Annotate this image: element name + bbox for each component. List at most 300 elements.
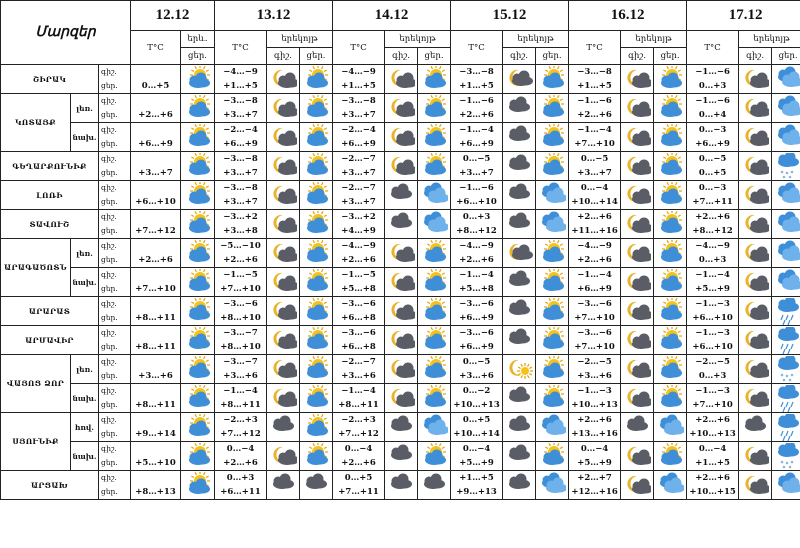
temperature-cell <box>215 413 267 442</box>
night-label: գիշ. <box>101 241 117 250</box>
dark-cloud-icon <box>503 297 536 326</box>
temp-night-value: 0…−4 <box>344 444 373 454</box>
day-label: ցեր. <box>101 168 118 177</box>
day-column-header: երև. <box>181 31 215 48</box>
day-label: ցեր. <box>101 284 118 293</box>
temp-night-value: 0…−5 <box>462 154 491 164</box>
moon-cloud-icon <box>739 268 772 297</box>
temperature-cell <box>215 268 267 297</box>
night-subheader: գիշ. <box>503 48 536 65</box>
temperature-cell <box>687 355 739 384</box>
blue-cloud-icon <box>654 471 687 500</box>
temperature-cell <box>687 297 739 326</box>
temp-night-value: 0…+3 <box>226 473 255 483</box>
dark-cloud-icon <box>503 123 536 152</box>
temp-day-value: +8…+10 <box>220 313 261 323</box>
temp-day-value: +3…+6 <box>577 371 612 381</box>
moon-cloud-icon <box>385 297 418 326</box>
sun-cloud-icon <box>181 384 215 413</box>
blue-cloud-icon <box>772 94 800 123</box>
region-name: ՇԻՐԱԿ <box>1 65 99 94</box>
sun-cloud-icon <box>181 471 215 500</box>
temperature-cell <box>687 210 739 239</box>
day-label: ցեր. <box>101 487 118 496</box>
sun-cloud-icon <box>418 239 451 268</box>
temp-night-value: −1…−4 <box>223 386 258 396</box>
temp-day-value: +2…+6 <box>341 255 376 265</box>
temp-night-value: −5…−10 <box>220 241 261 251</box>
snow-cloud-icon <box>772 152 800 181</box>
moon-cloud-icon <box>267 384 300 413</box>
temperature-cell <box>215 94 267 123</box>
temperature-cell <box>569 268 621 297</box>
row-period-labels <box>99 413 131 442</box>
day-label: ցեր. <box>101 342 118 351</box>
temp-night-empty <box>131 384 180 398</box>
temp-day-value: 0…+5 <box>141 81 170 91</box>
temp-day-value: +3…+7 <box>223 110 258 120</box>
table-row <box>1 123 800 152</box>
temp-day-value: +6…+9 <box>138 139 173 149</box>
temp-night-value: 0…−4 <box>226 444 255 454</box>
temp-night-empty <box>131 268 180 282</box>
temp-day-value: +8…+11 <box>220 400 261 410</box>
temperature-cell <box>569 123 621 152</box>
sun-cloud-icon <box>654 123 687 152</box>
moon-cloud-icon <box>739 442 772 471</box>
temp-night-empty <box>131 471 180 485</box>
sun-cloud-icon <box>536 384 569 413</box>
moon-cloud-icon <box>621 181 654 210</box>
temp-night-value: 0…−3 <box>698 183 727 193</box>
temp-day-value: +6…+11 <box>220 487 261 497</box>
temperature-cell <box>215 384 267 413</box>
sun-cloud-icon <box>654 152 687 181</box>
dark-cloud-icon <box>385 442 418 471</box>
row-period-labels <box>99 442 131 471</box>
temperature-cell <box>333 210 385 239</box>
temperature-cell <box>131 355 181 384</box>
row-period-labels <box>99 297 131 326</box>
temp-day-value: +7…+10 <box>220 284 261 294</box>
moon-cloud-icon <box>267 94 300 123</box>
temp-night-value: −1…−6 <box>459 183 494 193</box>
temp-day-value: +6…+9 <box>341 139 376 149</box>
sun-cloud-icon <box>181 239 215 268</box>
temperature-cell <box>687 94 739 123</box>
blue-cloud-icon <box>772 268 800 297</box>
temp-day-value: +7…+10 <box>574 342 615 352</box>
row-period-labels <box>99 471 131 500</box>
temp-night-value: −3…−8 <box>223 96 258 106</box>
day-label: ցեր. <box>101 400 118 409</box>
temp-night-empty <box>131 355 180 369</box>
night-label: գիշ. <box>101 270 117 279</box>
temp-night-value: −1…−6 <box>695 67 730 77</box>
temp-day-value: +1…+5 <box>695 458 730 468</box>
temp-day-value: +3…+7 <box>341 110 376 120</box>
table-row <box>1 384 800 413</box>
row-period-labels <box>99 384 131 413</box>
day-label: ցեր. <box>101 458 118 467</box>
region-subzone-label: նախ. <box>71 123 99 152</box>
sun-cloud-icon <box>654 94 687 123</box>
temp-night-value: −3…−6 <box>577 328 612 338</box>
temperature-cell <box>215 442 267 471</box>
temp-night-value: −1…−4 <box>577 270 612 280</box>
sun-cloud-icon <box>300 413 333 442</box>
moon-cloud-icon <box>739 152 772 181</box>
temperature-cell <box>215 65 267 94</box>
moon-cloud-icon <box>621 355 654 384</box>
sun-cloud-icon <box>300 152 333 181</box>
temperature-cell <box>215 471 267 500</box>
temperature-cell <box>333 152 385 181</box>
temp-night-value: −1…−3 <box>695 328 730 338</box>
table-row <box>1 413 800 442</box>
temp-night-value: −3…−8 <box>577 67 612 77</box>
table-row <box>1 471 800 500</box>
temp-day-value: +8…+10 <box>220 342 261 352</box>
temperature-cell <box>333 326 385 355</box>
temp-night-empty <box>131 123 180 137</box>
night-label: գիշ. <box>101 154 117 163</box>
temp-night-value: −2…−7 <box>341 183 376 193</box>
temp-night-value: −4…−9 <box>459 241 494 251</box>
temp-day-value: +6…+9 <box>459 313 494 323</box>
sun-cloud-icon <box>181 181 215 210</box>
temperature-cell <box>451 123 503 152</box>
sun-cloud-icon <box>181 297 215 326</box>
temp-night-value: 0…+5 <box>344 473 373 483</box>
blue-cloud-icon <box>772 181 800 210</box>
temp-day-value: +6…+10 <box>135 197 176 207</box>
dark-cloud-icon <box>503 210 536 239</box>
forecast-column-header: երեկոյթ <box>621 31 687 48</box>
forecast-column-header: երեկոյթ <box>503 31 569 48</box>
moon-cloud-icon <box>267 210 300 239</box>
sun-cloud-icon <box>300 384 333 413</box>
temperature-cell <box>215 181 267 210</box>
blue-cloud-icon <box>536 181 569 210</box>
temp-night-value: 0…−4 <box>462 444 491 454</box>
temp-night-value: −2…−5 <box>695 357 730 367</box>
sun-cloud-icon <box>536 326 569 355</box>
temperature-cell <box>569 181 621 210</box>
temperature-cell <box>569 94 621 123</box>
temp-day-value: 0…+3 <box>698 371 727 381</box>
temp-night-value: 0…−5 <box>698 154 727 164</box>
temp-column-header: T°C <box>569 31 621 65</box>
night-label: գիշ. <box>101 444 117 453</box>
temperature-cell <box>687 442 739 471</box>
table-row <box>1 239 800 268</box>
temp-night-value: −3…+2 <box>341 212 376 222</box>
temp-day-value: +7…+12 <box>135 226 176 236</box>
temperature-cell <box>569 355 621 384</box>
sun-cloud-icon <box>300 181 333 210</box>
temp-day-value: +10…+15 <box>689 487 736 497</box>
temp-day-value: +3…+7 <box>138 168 173 178</box>
temperature-cell <box>687 326 739 355</box>
blue-cloud-icon <box>536 210 569 239</box>
sun-cloud-icon <box>536 268 569 297</box>
moon-cloud-icon <box>739 326 772 355</box>
region-name: ԱՐՄԱՎԻՐ <box>1 326 99 355</box>
dark-cloud-icon <box>503 94 536 123</box>
day-subheader: ցեր. <box>772 48 800 65</box>
sun-cloud-icon <box>418 442 451 471</box>
temp-column-header: T°C <box>215 31 267 65</box>
forecast-column-header: երեկոյթ <box>385 31 451 48</box>
dark-cloud-icon <box>503 181 536 210</box>
day-label: ցեր. <box>101 313 118 322</box>
temp-day-value: +3…+7 <box>223 197 258 207</box>
table-row <box>1 442 800 471</box>
temperature-cell <box>215 239 267 268</box>
night-subheader: գիշ. <box>621 48 654 65</box>
temp-night-value: −4…−9 <box>341 241 376 251</box>
temp-night-value: −1…−3 <box>695 299 730 309</box>
temp-night-value: −3…−6 <box>341 328 376 338</box>
temperature-cell <box>451 326 503 355</box>
temp-night-empty <box>131 210 180 224</box>
temperature-cell <box>451 210 503 239</box>
sun-cloud-icon <box>654 268 687 297</box>
sun-cloud-icon <box>654 239 687 268</box>
sun-cloud-icon <box>181 210 215 239</box>
sun-cloud-icon <box>536 65 569 94</box>
night-label: գիշ. <box>101 473 117 482</box>
dark-cloud-icon <box>385 181 418 210</box>
date-header-5: 17.12 <box>687 1 800 31</box>
night-subheader: գիշ. <box>385 48 418 65</box>
temperature-cell <box>131 210 181 239</box>
moon-cloud-icon <box>385 239 418 268</box>
temp-day-value: +7…+10 <box>574 313 615 323</box>
blue-cloud-icon <box>772 123 800 152</box>
moon-cloud-icon <box>385 152 418 181</box>
temp-day-value: +8…+12 <box>692 226 733 236</box>
temp-day-value: +4…+9 <box>341 226 376 236</box>
moon-cloud-icon <box>739 123 772 152</box>
night-label: գիշ. <box>101 67 117 76</box>
rain-cloud-icon <box>772 326 800 355</box>
temperature-cell <box>333 181 385 210</box>
night-label: գիշ. <box>101 328 117 337</box>
sun-cloud-icon <box>418 355 451 384</box>
temp-day-value: +7…+11 <box>338 487 379 497</box>
sun-cloud-icon <box>181 442 215 471</box>
region-column-header: Մարզեր <box>1 1 131 65</box>
day-subheader: ցեր. <box>536 48 569 65</box>
sun-cloud-icon <box>536 152 569 181</box>
moon-cloud-icon <box>267 239 300 268</box>
row-period-labels <box>99 239 131 268</box>
temperature-cell <box>687 65 739 94</box>
moon-cloud-icon <box>267 268 300 297</box>
temperature-cell <box>131 413 181 442</box>
sun-cloud-icon <box>181 413 215 442</box>
snow-cloud-icon <box>772 442 800 471</box>
temperature-cell <box>131 65 181 94</box>
temp-day-value: +6…+10 <box>692 313 733 323</box>
sun-cloud-icon <box>654 355 687 384</box>
sun-cloud-icon <box>654 65 687 94</box>
row-period-labels <box>99 268 131 297</box>
temp-day-value: +3…+6 <box>341 371 376 381</box>
temp-day-value: +6…+8 <box>341 313 376 323</box>
moon-cloud-icon <box>621 152 654 181</box>
temp-night-value: −3…−6 <box>459 299 494 309</box>
temp-night-value: −4…−9 <box>695 241 730 251</box>
temp-day-value: +6…+10 <box>456 197 497 207</box>
moon-cloud-icon <box>621 94 654 123</box>
temp-day-value: +7…+12 <box>220 429 261 439</box>
temp-day-value: 0…+3 <box>698 255 727 265</box>
dark-cloud-icon <box>503 413 536 442</box>
sun-cloud-icon <box>654 326 687 355</box>
moon-cloud-icon <box>621 471 654 500</box>
moon-cloud-icon <box>739 65 772 94</box>
temperature-cell <box>215 210 267 239</box>
moon-cloud-icon <box>267 355 300 384</box>
temp-day-value: +5…+8 <box>459 284 494 294</box>
snow-cloud-icon <box>772 355 800 384</box>
row-period-labels <box>99 326 131 355</box>
temperature-cell <box>569 471 621 500</box>
temp-day-value: +7…+10 <box>574 139 615 149</box>
temperature-cell <box>333 297 385 326</box>
temp-night-value: −2…−7 <box>341 154 376 164</box>
moon-cloud-icon <box>385 355 418 384</box>
temp-night-value: 0…−4 <box>698 444 727 454</box>
row-period-labels <box>99 94 131 123</box>
day-label: ցեր. <box>101 110 118 119</box>
temp-day-value: 0…+3 <box>698 81 727 91</box>
sun-cloud-icon <box>418 268 451 297</box>
temperature-cell <box>451 471 503 500</box>
table-row <box>1 65 800 94</box>
temp-night-empty <box>131 297 180 311</box>
row-period-labels <box>99 152 131 181</box>
moon-cloud-icon <box>621 268 654 297</box>
temp-night-value: −3…−8 <box>223 154 258 164</box>
region-subzone-label: նախ. <box>71 384 99 413</box>
region-subzone-label: նախ. <box>71 442 99 471</box>
temp-column-header: T°C <box>131 31 181 65</box>
sun-cloud-icon <box>654 297 687 326</box>
temperature-cell <box>215 297 267 326</box>
temp-night-value: +2…+6 <box>695 473 730 483</box>
night-label: գիշ. <box>101 357 117 366</box>
region-subzone-label: լեռ. <box>71 239 99 268</box>
temp-day-value: +1…+5 <box>341 81 376 91</box>
temp-day-value: +2…+6 <box>341 458 376 468</box>
temp-night-value: +2…+6 <box>695 212 730 222</box>
sun-cloud-icon <box>536 297 569 326</box>
temp-night-empty <box>131 94 180 108</box>
moon-cloud-icon <box>385 94 418 123</box>
temp-night-value: 0…+3 <box>462 212 491 222</box>
temperature-cell <box>333 471 385 500</box>
day-label: ցեր. <box>101 226 118 235</box>
moon-dark-cloud-icon <box>503 239 536 268</box>
day-subheader: ցեր. <box>654 48 687 65</box>
temp-day-value: +2…+6 <box>223 458 258 468</box>
temp-day-value: +10…+14 <box>571 197 618 207</box>
temperature-cell <box>687 384 739 413</box>
temp-night-value: +2…+6 <box>577 212 612 222</box>
temperature-cell <box>569 152 621 181</box>
temperature-cell <box>333 239 385 268</box>
dark-cloud-icon <box>503 152 536 181</box>
temp-night-value: −3…−6 <box>459 328 494 338</box>
blue-cloud-icon <box>418 210 451 239</box>
temp-day-value: +2…+6 <box>138 255 173 265</box>
temp-night-value: −1…−5 <box>341 270 376 280</box>
dark-cloud-icon <box>739 413 772 442</box>
temp-day-value: +2…+6 <box>577 110 612 120</box>
moon-cloud-icon <box>385 384 418 413</box>
sun-cloud-icon <box>181 65 215 94</box>
temp-night-value: −2…−5 <box>577 357 612 367</box>
temp-day-value: +3…+7 <box>341 197 376 207</box>
sun-cloud-icon <box>181 355 215 384</box>
temperature-cell <box>569 65 621 94</box>
dark-cloud-icon <box>267 413 300 442</box>
moon-cloud-icon <box>267 297 300 326</box>
moon-cloud-icon <box>739 355 772 384</box>
sun-cloud-icon <box>536 94 569 123</box>
temp-night-value: −3…−8 <box>341 96 376 106</box>
region-name: ՎԱՅՈՑ ՁՈՐ <box>1 355 71 413</box>
temperature-cell <box>569 210 621 239</box>
temp-day-value: +13…+16 <box>571 429 618 439</box>
temp-day-value: +8…+11 <box>135 400 176 410</box>
row-period-labels <box>99 65 131 94</box>
table-row <box>1 152 800 181</box>
temp-night-value: −1…−6 <box>577 96 612 106</box>
table-row <box>1 210 800 239</box>
sun-cloud-icon <box>181 326 215 355</box>
temp-night-value: 0…−5 <box>462 357 491 367</box>
temp-night-value: −4…−9 <box>577 241 612 251</box>
moon-cloud-icon <box>267 442 300 471</box>
sun-cloud-icon <box>418 297 451 326</box>
temperature-cell <box>451 413 503 442</box>
temp-night-value: +2…+6 <box>695 415 730 425</box>
temp-night-value: −1…−6 <box>695 96 730 106</box>
temp-day-value: +3…+8 <box>223 226 258 236</box>
moon-cloud-icon <box>621 239 654 268</box>
sun-cloud-icon <box>300 210 333 239</box>
temp-column-header: T°C <box>451 31 503 65</box>
temp-day-value: +2…+6 <box>577 255 612 265</box>
temperature-cell <box>131 94 181 123</box>
temp-day-value: +3…+6 <box>138 371 173 381</box>
temp-column-header: T°C <box>687 31 739 65</box>
rain-cloud-icon <box>772 297 800 326</box>
temperature-cell <box>451 65 503 94</box>
temperature-cell <box>687 152 739 181</box>
day-subheader: ցեր. <box>181 48 215 65</box>
temp-night-empty <box>131 152 180 166</box>
region-subzone-label: hnվ. <box>71 413 99 442</box>
temperature-cell <box>451 268 503 297</box>
temp-night-value: −1…−3 <box>577 386 612 396</box>
blue-cloud-icon <box>772 471 800 500</box>
